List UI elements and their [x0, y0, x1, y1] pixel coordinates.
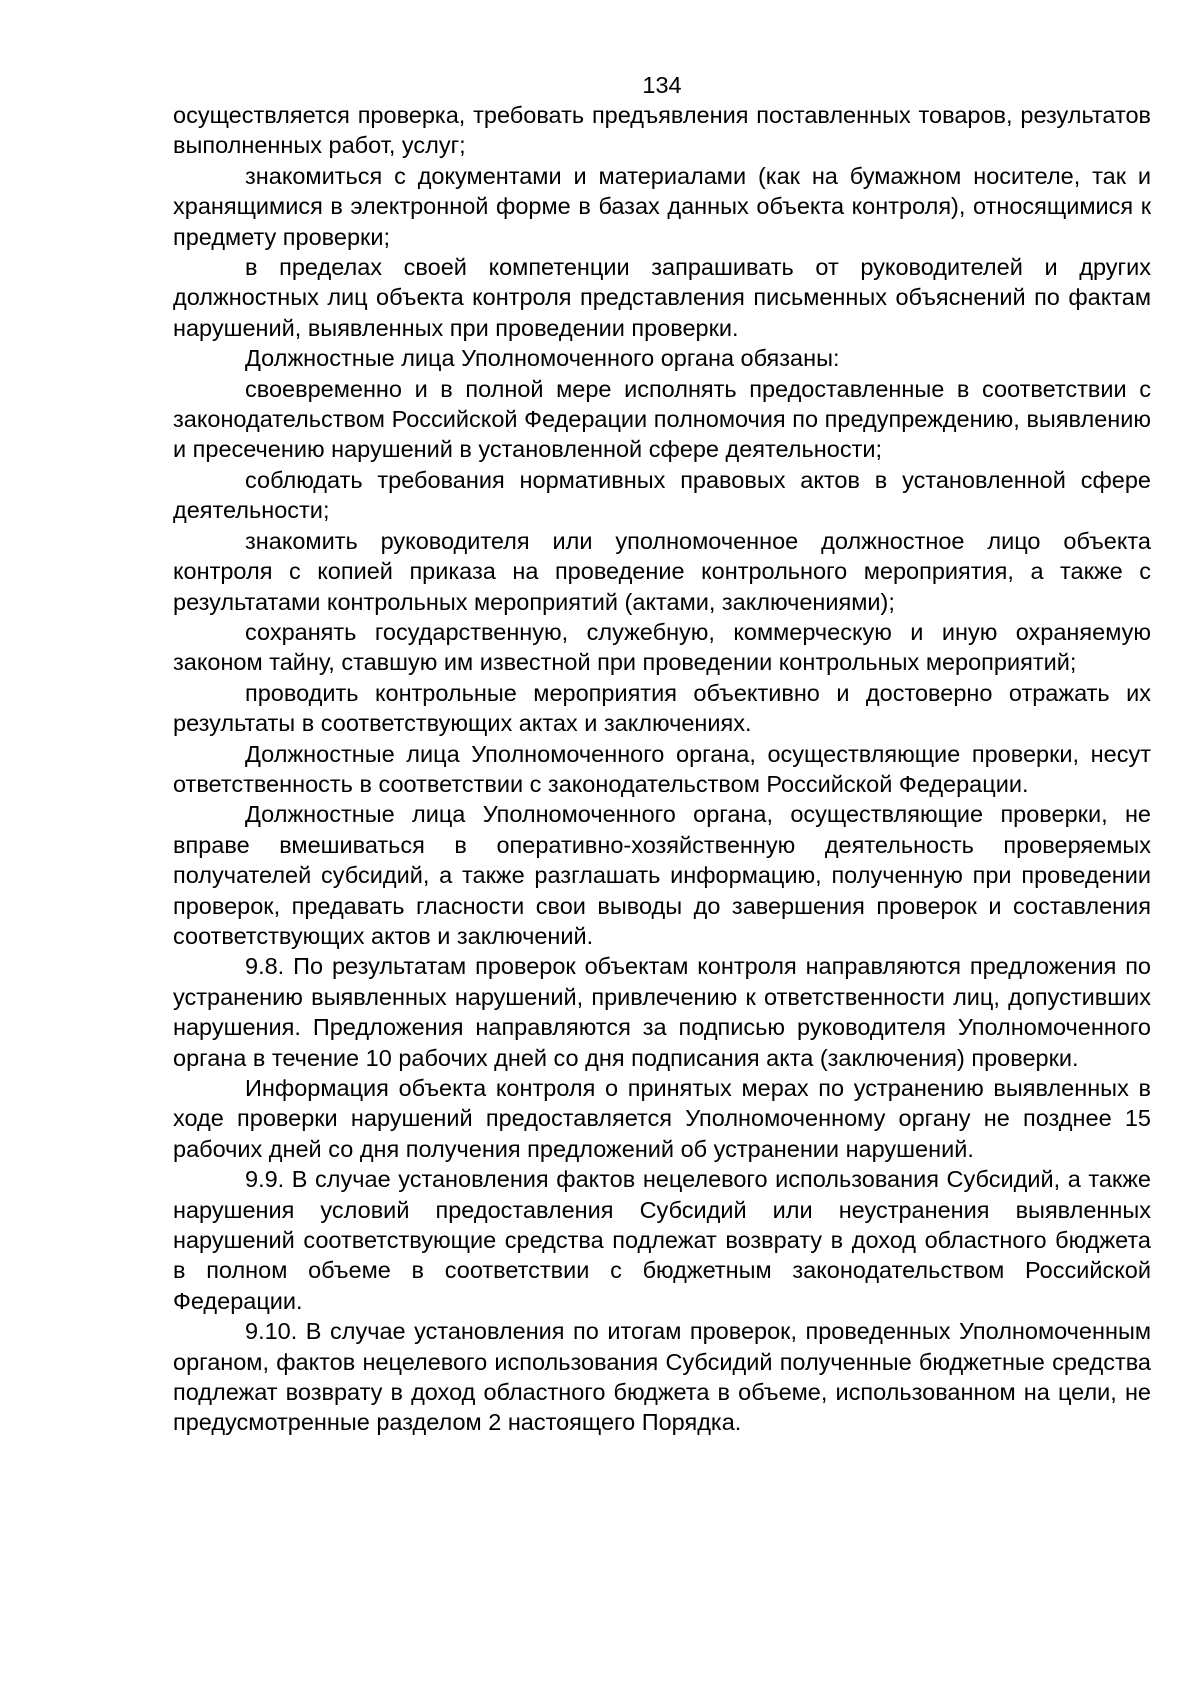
- document-body: [173, 100, 1151, 1438]
- paragraph: знакомить руководителя или уполномоченное должностное лицо объекта контроля с копией приказа на проведение контрольного мероприятия, а также с результатами контрольных мероприятий (актами, заключениями);: [173, 527, 1151, 615]
- paragraph: Должностные лица Уполномоченного органа обязаны:: [245, 345, 840, 372]
- paragraph: своевременно и в полной мере исполнять предоставленные в соответствии с законодательством Российской Федерации полномочия по предупреждению, выявлению и пресечению нарушений в установленной сфере деятельности;: [173, 375, 1151, 463]
- paragraph: Информация объекта контроля о принятых мерах по устранению выявленных в ходе проверки нарушений предоставляется Уполномоченному органу не позднее 15 рабочих дней со дня получения предложений об устранении нарушений.: [173, 1075, 1151, 1162]
- paragraph: Должностные лица Уполномоченного органа, осуществляющие проверки, не вправе вмешиваться в оперативно-хозяйственную деятельность проверяемых получателей субсидий, а также разглашать информацию, полученную при проведении проверок, предавать гласности свои выводы до завершения проверок и составления соответствующих актов и заключений.: [173, 801, 1151, 949]
- paragraph: осуществляется проверка, требовать предъявления поставленных товаров, результатов выполненных работ, услуг;: [173, 102, 1151, 159]
- paragraph: проводить контрольные мероприятия объективно и достоверно отражать их результаты в соответствующих актах и заключениях.: [173, 679, 1151, 737]
- paragraph: в пределах своей компетенции запрашивать от руководителей и других должностных лиц объекта контроля представления письменных объяснений по фактам нарушений, выявленных при проведении проверки.: [173, 254, 1151, 341]
- paragraph: 9.9. В случае установления фактов нецелевого использования Субсидий, а также нарушения условий предоставления Субсидий или неустранения выявленных нарушений соответствующие средства подлежат возврату в доход областного бюджета в полном объеме в соответствии с бюджетным законодательством Российской Федерации.: [173, 1166, 1151, 1314]
- document-page: [173, 70, 1151, 1438]
- paragraph: 9.10. В случае установления по итогам проверок, проведенных Уполномоченным органом, фактов нецелевого использования Субсидий полученные бюджетные средства подлежат возврату в доход областного бюджета в объеме, использованном на цели, не предусмотренные разделом 2 настоящего Порядка.: [173, 1318, 1151, 1436]
- paragraph: соблюдать требования нормативных правовых актов в установленной сфере деятельности;: [173, 466, 1151, 524]
- paragraph: Должностные лица Уполномоченного органа, осуществляющие проверки, несут ответственность в соответствии с законодательством Российской Федерации.: [173, 740, 1151, 797]
- paragraph: сохранять государственную, служебную, коммерческую и иную охраняемую законом тайну, ставшую им известной при проведении контрольных мероприятий;: [173, 618, 1151, 676]
- page-number: 134: [642, 72, 682, 98]
- paragraph: знакомиться с документами и материалами (как на бумажном носителе, так и хранящимися в электронной форме в базах данных объекта контроля), относящимися к предмету проверки;: [173, 162, 1151, 250]
- paragraph: 9.8. По результатам проверок объектам контроля направляются предложения по устранению выявленных нарушений, привлечению к ответственности лиц, допустивших нарушения. Предложения направляются за подписью руководителя Уполномоченного органа в течение 10 рабочих дней со дня подписания акта (заключения) проверки.: [173, 953, 1151, 1071]
